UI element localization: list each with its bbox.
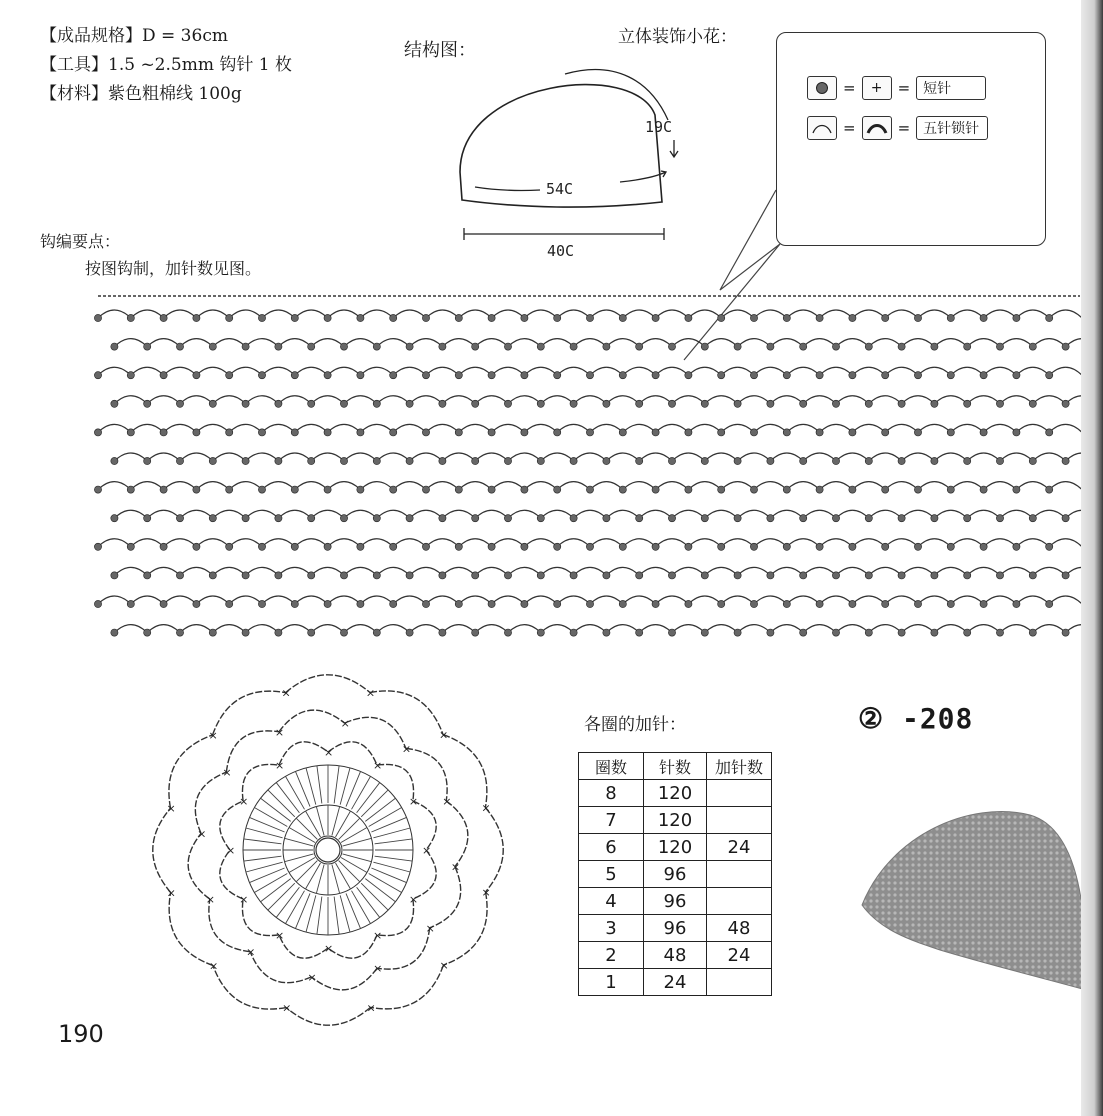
depth-label: 19C: [645, 118, 673, 136]
cell-round: 6: [579, 834, 644, 861]
svg-text:×: ×: [222, 766, 232, 780]
mesh-row: [111, 567, 1090, 579]
svg-text:×: ×: [481, 801, 491, 815]
svg-text:×: ×: [425, 921, 435, 935]
table-row: [579, 807, 772, 834]
svg-text:×: ×: [401, 742, 412, 756]
svg-text:×: ×: [450, 860, 461, 874]
cell-round: 8: [579, 780, 644, 807]
hat-photo: [850, 790, 1090, 1000]
mesh-row: [94, 539, 1082, 551]
svg-text:×: ×: [373, 928, 383, 942]
cell-increase: [707, 969, 772, 996]
svg-text:×: ×: [275, 759, 285, 773]
plus-symbol: +: [862, 76, 892, 100]
svg-text:×: ×: [166, 802, 176, 816]
legend-box: [776, 32, 1046, 246]
arch-icon: [807, 116, 837, 140]
cell-round: 3: [579, 915, 644, 942]
pattern-id: ② -208: [858, 702, 974, 735]
table-header-row: [579, 753, 772, 780]
mesh-row: [111, 625, 1090, 637]
cell-increase: 24: [707, 834, 772, 861]
svg-text:×: ×: [324, 746, 334, 759]
cell-stitches: 96: [644, 861, 707, 888]
legend-row-single-crochet: = + = 短针: [807, 75, 986, 101]
cell-stitches: 120: [644, 834, 707, 861]
increase-table-title: 各圈的加针：: [584, 715, 686, 735]
header-increase: 加针数: [707, 753, 772, 780]
spec-tools: 【工具】1.5 ~2.5mm 钩针 1 枚: [40, 55, 292, 75]
table-row: [579, 834, 772, 861]
structure-title: 结构图：: [404, 40, 476, 61]
svg-text:×: ×: [439, 728, 449, 742]
flower-title: 立体装饰小花：: [618, 27, 737, 47]
increase-table: [578, 752, 772, 996]
hat-structure-diagram: [440, 60, 700, 270]
mesh-row: [111, 339, 1090, 351]
svg-text:×: ×: [408, 795, 419, 808]
cell-stitches: 48: [644, 942, 707, 969]
table-row: [579, 942, 772, 969]
width-label: 40C: [547, 242, 575, 260]
depth-arc: [565, 70, 668, 120]
svg-text:×: ×: [282, 1001, 292, 1015]
mesh-row: [94, 367, 1082, 379]
legend-row-five-chain: = = 五针锁针: [807, 115, 988, 141]
cell-increase: [707, 807, 772, 834]
mesh-row: [111, 453, 1090, 465]
svg-text:×: ×: [422, 844, 432, 857]
header-round: 圈数: [579, 753, 644, 780]
table-row: [579, 780, 772, 807]
mesh-row: [94, 482, 1082, 494]
svg-text:×: ×: [307, 970, 317, 984]
cell-increase: [707, 861, 772, 888]
bold-arch-icon: [862, 116, 892, 140]
page-edge: [1081, 0, 1103, 1116]
circumference-line-left: [475, 187, 540, 191]
svg-text:×: ×: [205, 893, 216, 907]
svg-text:×: ×: [439, 959, 449, 973]
svg-text:×: ×: [408, 893, 419, 906]
svg-text:×: ×: [340, 717, 350, 731]
mesh-row: [94, 424, 1082, 436]
key-points: [40, 228, 261, 282]
cell-round: 7: [579, 807, 644, 834]
cell-stitches: 120: [644, 780, 707, 807]
svg-text:×: ×: [366, 1001, 376, 1015]
spec-size: 【成品规格】D = 36cm: [40, 26, 228, 46]
svg-text:×: ×: [239, 795, 249, 808]
svg-text:×: ×: [281, 686, 291, 700]
legend-label-single-crochet: 短针: [916, 76, 986, 100]
cell-stitches: 24: [644, 969, 707, 996]
svg-text:×: ×: [208, 959, 219, 973]
spec-materials: 【材料】紫色粗棉线 100g: [40, 84, 242, 104]
svg-text:×: ×: [246, 945, 256, 959]
header-stitches: 针数: [644, 753, 707, 780]
cell-round: 2: [579, 942, 644, 969]
cell-stitches: 96: [644, 915, 707, 942]
cell-stitches: 96: [644, 888, 707, 915]
svg-text:×: ×: [275, 928, 285, 942]
mesh-row: [94, 310, 1082, 322]
cell-increase: 24: [707, 942, 772, 969]
round-stitch-chart: [120, 660, 540, 1060]
mesh-stitch-chart: [90, 286, 1090, 646]
svg-text:×: ×: [274, 725, 285, 739]
cell-increase: 48: [707, 915, 772, 942]
svg-text:×: ×: [373, 759, 383, 773]
table-row: [579, 969, 772, 996]
depth-arrow-icon: [670, 140, 678, 157]
svg-text:×: ×: [442, 794, 452, 808]
specifications: [40, 22, 292, 109]
legend-label-five-chain: 五针锁针: [916, 116, 988, 140]
cell-increase: [707, 780, 772, 807]
circumference-label: 54C: [546, 180, 574, 198]
dot-icon: [807, 76, 837, 100]
svg-text:×: ×: [373, 962, 383, 976]
mesh-row: [111, 510, 1090, 522]
cell-round: 1: [579, 969, 644, 996]
cell-round: 4: [579, 888, 644, 915]
svg-text:×: ×: [324, 942, 334, 955]
mesh-row: [94, 596, 1082, 608]
svg-text:×: ×: [208, 728, 218, 742]
key-points-title: 钩编要点：: [40, 232, 121, 251]
table-row: [579, 888, 772, 915]
mesh-row: [111, 396, 1090, 408]
svg-text:×: ×: [365, 686, 376, 700]
svg-text:×: ×: [166, 886, 176, 900]
width-dimension-line: [464, 228, 664, 240]
table-row: [579, 915, 772, 942]
cell-increase: [707, 888, 772, 915]
svg-text:×: ×: [481, 885, 491, 899]
cell-round: 5: [579, 861, 644, 888]
svg-text:×: ×: [197, 827, 207, 841]
key-points-text: 按图钩制，加针数见图。: [85, 259, 262, 278]
svg-text:×: ×: [226, 844, 236, 857]
cell-stitches: 120: [644, 807, 707, 834]
svg-text:×: ×: [239, 893, 249, 906]
table-row: [579, 861, 772, 888]
page-number: 190: [58, 1020, 104, 1048]
